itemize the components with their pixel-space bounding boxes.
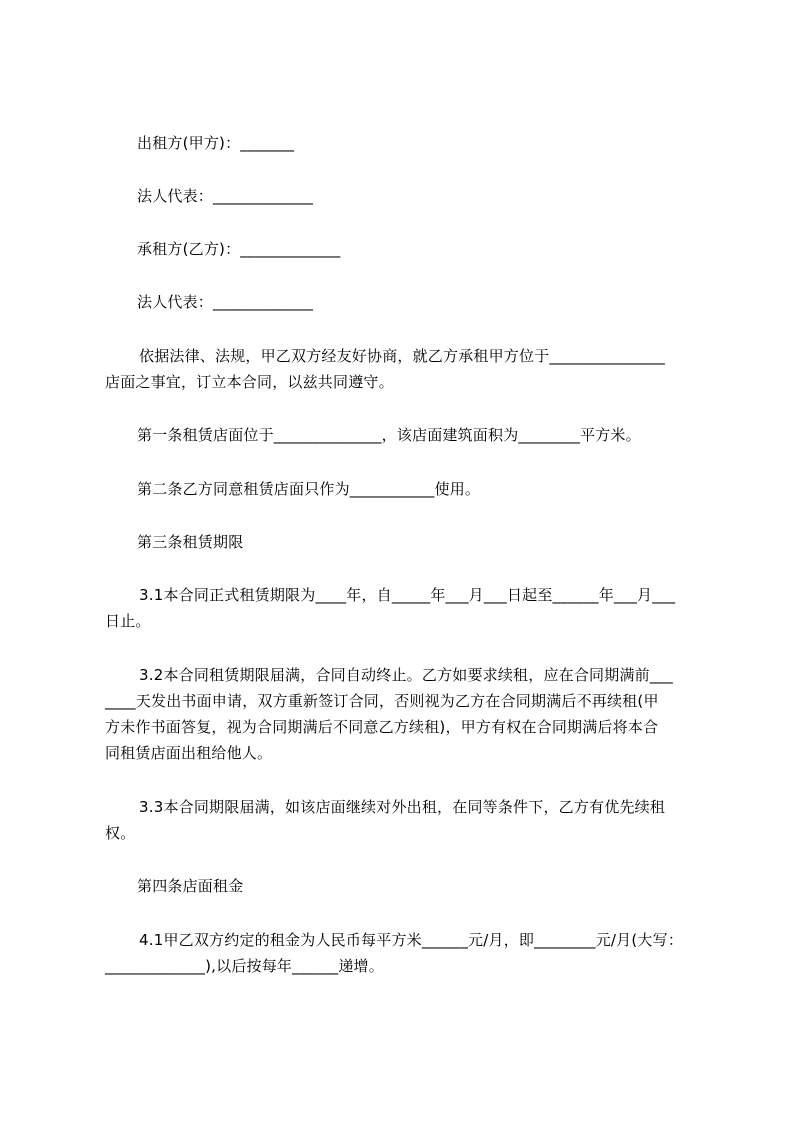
clause-3-2-line-4: 同租赁店面出租给他人。	[105, 744, 273, 762]
lessee-line: 承租方(乙方)：_____________	[137, 240, 341, 258]
article-3-title: 第三条租赁期限	[137, 533, 244, 551]
lessor-line: 出租方(甲方)：_______	[137, 134, 295, 152]
lessor-representative-line: 法人代表：_____________	[137, 187, 314, 205]
clause-4-1-line-2: _____________),以后按每年______递增。	[105, 957, 384, 975]
article-4-title: 第四条店面租金	[137, 877, 244, 895]
article-2: 第二条乙方同意租赁店面只作为___________使用。	[137, 480, 481, 498]
article-1: 第一条租赁店面位于______________，该店面建筑面积为________平方米。	[137, 426, 641, 444]
clause-3-2-line-3: 方未作书面答复，视为合同期满后不同意乙方续租)，甲方有权在合同期满后将本合	[105, 718, 659, 736]
clause-3-1-line-1: 3.1本合同正式租赁期限为____年，自_____年___月___日起至______年___月___	[139, 586, 676, 604]
clause-3-3-line-1: 3.3本合同期限届满，如该店面继续对外出租，在同等条件下，乙方有优先续租	[139, 798, 666, 816]
clause-3-2-line-1: 3.2本合同租赁期限届满，合同自动终止。乙方如要求续租，应在合同期满前___	[139, 666, 673, 684]
clause-3-2-line-2: ____天发出书面申请，双方重新签订合同，否则视为乙方在合同期满后不再续租(甲	[105, 692, 659, 710]
clause-3-1-line-2: 日止。	[105, 612, 151, 630]
preamble-line-2: 店面之事宜，订立本合同，以兹共同遵守。	[105, 373, 394, 391]
preamble-line-1: 依据法律、法规，甲乙双方经友好协商，就乙方承租甲方位于_______________	[139, 347, 665, 365]
clause-4-1-line-1: 4.1甲乙双方约定的租金为人民币每平方米______元/月，即________元/月(大写：	[139, 931, 684, 949]
lessee-representative-line: 法人代表：_____________	[137, 293, 314, 311]
clause-3-3-line-2: 权。	[105, 824, 136, 842]
